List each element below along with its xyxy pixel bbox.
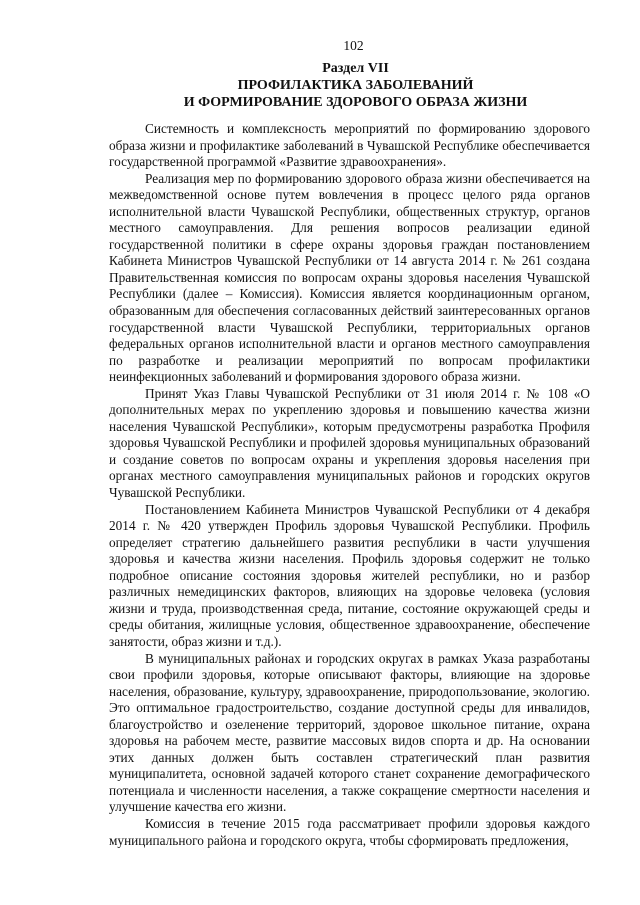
paragraph-4: Постановлением Кабинета Министров Чувашской Республики от 4 декабря 2014 г. № 420 утвержден Профиль здоровья Чувашской Республики. Профиль определяет стратегию дальнейшего развития республики в части улучшения здоровья и качества жизни населения. Профиль здоровья содержит не только подробное описание состояния здоровья жителей республики, но и разбор различных немедицинских факторов, влияющих на здоровье человека (условия жизни и труда, производственная среда, питание, состояние окружающей среды и среды обитания, жилищные условия, общественное здравоохранение, обеспечение занятости, образ жизни и т.д.).	[109, 501, 590, 649]
page-number: 102	[343, 38, 364, 53]
body-text	[109, 121, 590, 849]
paragraph-2: Реализация мер по формированию здорового образа жизни обеспечивается на межведомственной основе путем вовлечения в процесс целого ряда органов исполнительной власти Чувашской Республики, общественных структур, органов местного самоуправления. Для решения вопросов реализации единой государственной политики в сфере охраны здоровья граждан постановлением Кабинета Министров Чувашской Республики от 14 августа 2014 г. № 261 создана Правительственная комиссия по вопросам охраны здоровья населения Чувашской Республики (далее – Комиссия). Комиссия является координационным органом, образованным для обеспечения согласованных действий заинтересованных органов государственной власти Чувашской Республики, территориальных органов федеральных органов исполнительной власти и органов местного самоуправления по разработке и реализации мероприятий по вопросам профилактики неинфекционных заболеваний и формирования здорового образа жизни.	[109, 170, 590, 385]
paragraph-6: Комиссия в течение 2015 года рассматривает профили здоровья каждого муниципального района и городского округа, чтобы сформировать предложения,	[109, 815, 590, 848]
section-heading	[109, 60, 590, 111]
paragraph-3: Принят Указ Главы Чувашской Республики от 31 июля 2014 г. № 108 «О дополнительных мерах по укреплению здоровья и повышению качества жизни населения Чувашской Республики», которым предусмотрены разработка Профиля здоровья Чувашской Республики и профилей здоровья муниципальных образований и создание советов по вопросам охраны и укрепления здоровья населения при органах местного самоуправления муниципальных районов и городских округов Чувашской Республики.	[109, 385, 590, 501]
section-title-line-2: И ФОРМИРОВАНИЕ ЗДОРОВОГО ОБРАЗА ЖИЗНИ	[183, 95, 528, 110]
section-label: Раздел VII	[322, 61, 389, 76]
paragraph-5: В муниципальных районах и городских округах в рамках Указа разработаны свои профили здоровья, которые описывают факторы, влияющие на здоровье населения, образование, культуру, здравоохранение, природопользование, экологию. Это оптимальное градостроительство, создание доступной среды для инвалидов, благоустройство и озеленение территорий, здоровое школьное питание, охрана здоровья на рабочем месте, развитие массовых видов спорта и др. На основании этих данных должен быть составлен стратегический план развития муниципалитета, основной задачей которого станет сохранение демографического потенциала и численности населения, а также сокращение смертности населения и улучшение качества его жизни.	[109, 650, 590, 815]
section-title-line-1: ПРОФИЛАКТИКА ЗАБОЛЕВАНИЙ	[237, 78, 474, 93]
paragraph-1: Системность и комплексность мероприятий по формированию здорового образа жизни и профилактике заболеваний в Чувашской Республике обеспечивается государственной программой «Развитие здравоохранения».	[109, 121, 590, 170]
